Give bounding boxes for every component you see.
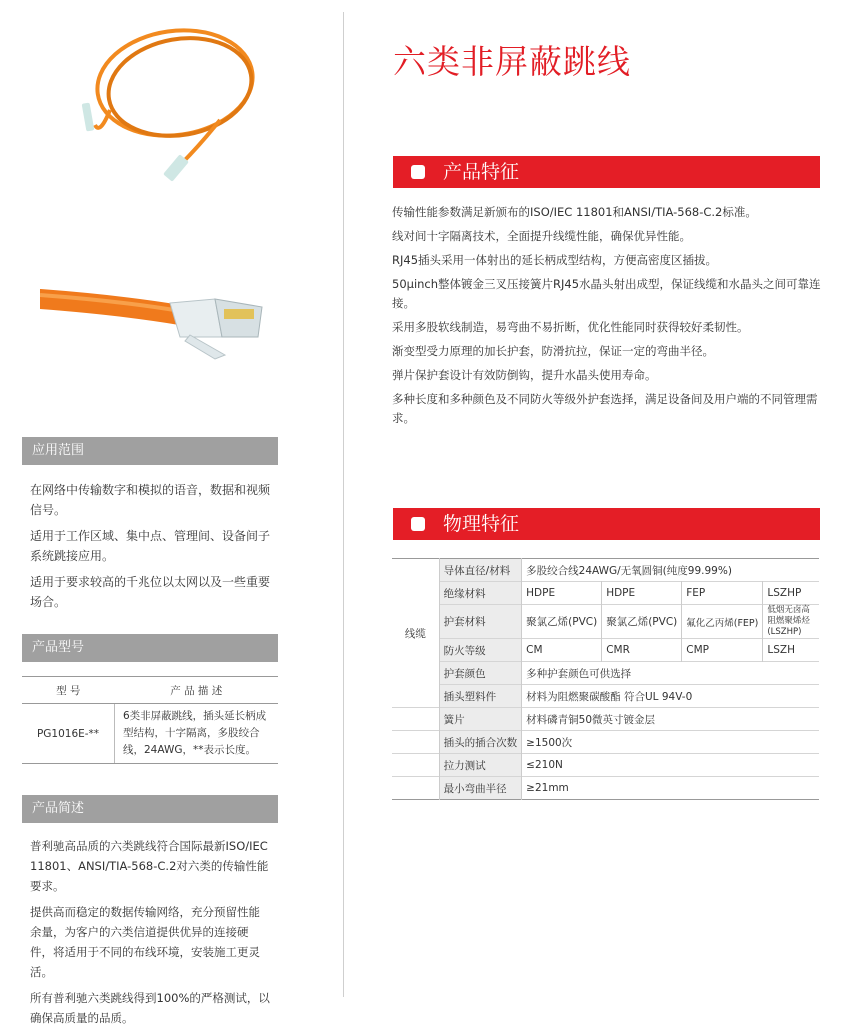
intro-list	[30, 836, 270, 1034]
spec-label: 护套材料	[439, 605, 522, 639]
spec-value: FEP	[682, 582, 763, 605]
feature-item: 传输性能参数满足新颁布的ISO/IEC 11801和ANSI/TIA-568-C.2标准。	[392, 205, 757, 219]
features-header-label: 产品特征	[443, 161, 520, 183]
column-divider	[343, 12, 344, 997]
spec-value: CMP	[682, 639, 763, 662]
spec-value: LSZHP	[763, 582, 819, 605]
feature-item: 弹片保护套设计有效防倒钩，提升水晶头使用寿命。	[392, 368, 657, 382]
intro-header: 产品简述	[22, 795, 278, 823]
application-header: 应用范围	[22, 437, 278, 465]
spec-label: 拉力测试	[439, 754, 522, 777]
application-list	[30, 480, 270, 618]
application-item: 适用于工作区域、集中点、管理间、设备间子系统跳接应用。	[30, 529, 271, 563]
feature-item: 线对间十字隔离技术，全面提升线缆性能，确保优异性能。	[392, 229, 691, 243]
spec-value: 多种护套颜色可供选择	[522, 662, 819, 685]
spec-group-label: 线缆	[404, 627, 426, 640]
feature-item: RJ45插头采用一体射出的延长柄成型结构，方便高密度区插拔。	[392, 253, 718, 267]
spec-value: LSZH	[763, 639, 819, 662]
spec-value: ≤210N	[522, 754, 819, 777]
model-col-desc: 产 品 描 述	[115, 677, 279, 704]
features-header	[393, 156, 820, 188]
spec-label: 绝缘材料	[439, 582, 522, 605]
model-code: PG1016E-**	[22, 704, 115, 764]
bullet-square-icon	[411, 165, 425, 179]
physical-header-label: 物理特征	[443, 513, 520, 535]
spec-value: 聚氯乙烯(PVC)	[522, 605, 602, 639]
spec-label: 插头塑料件	[439, 685, 522, 708]
spec-value: 多股绞合线24AWG/无氧圆铜(纯度99.99%)	[522, 559, 819, 582]
spec-value: 低烟无卤高阻燃聚烯烃(LSZHP)	[767, 605, 810, 637]
spec-value: 材料为阻燃聚碳酸酯 符合UL 94V-0	[522, 685, 819, 708]
spec-label: 导体直径/材料	[439, 559, 522, 582]
spec-label: 簧片	[439, 708, 522, 731]
model-header: 产品型号	[22, 634, 278, 662]
spec-value: CM	[522, 639, 602, 662]
spec-value: CMR	[602, 639, 682, 662]
feature-item: 50μinch整体镀金三叉压接簧片RJ45水晶头射出成型，保证线缆和水晶头之间可靠连接。	[392, 277, 821, 310]
model-col-code: 型 号	[22, 677, 115, 704]
model-table	[22, 676, 278, 764]
rj45-plug-image	[40, 285, 270, 365]
spec-value: 材料磷青铜50微英寸镀金层	[522, 708, 819, 731]
physical-header	[393, 508, 820, 540]
spec-value: ≥1500次	[522, 731, 819, 754]
physical-spec-table	[392, 558, 819, 800]
bullet-square-icon	[411, 517, 425, 531]
spec-value: HDPE	[522, 582, 602, 605]
page-title: 六类非屏蔽跳线	[393, 42, 631, 81]
spec-label: 插头的插合次数	[439, 731, 522, 754]
spec-value: ≥21mm	[522, 777, 819, 800]
intro-item: 提供高而稳定的数据传输网络，充分预留性能余量，为客户的六类信道提供优异的连接硬件，将适用于不同的布线环境，安装施工更灵活。	[30, 905, 260, 979]
intro-item: 普利驰高品质的六类跳线符合国际最新ISO/IEC 11801、ANSI/TIA-568-C.2对六类的传输性能要求。	[30, 839, 269, 893]
spec-label: 最小弯曲半径	[439, 777, 522, 800]
model-description: 6类非屏蔽跳线，插头延长柄成型结构，十字隔离，多股绞合线，24AWG，**表示长度。	[115, 704, 279, 764]
application-item: 适用于要求较高的千兆位以太网以及一些重要场合。	[30, 575, 271, 609]
spec-value: HDPE	[602, 582, 682, 605]
spec-label: 护套颜色	[439, 662, 522, 685]
application-item: 在网络中传输数字和模拟的语音，数据和视频信号。	[30, 483, 271, 517]
features-list	[392, 203, 824, 433]
feature-item: 采用多股软线制造，易弯曲不易折断，优化性能同时获得较好柔韧性。	[392, 320, 749, 334]
spec-value: 聚氯乙烯(PVC)	[602, 605, 682, 639]
intro-item: 所有普利驰六类跳线得到100%的严格测试，以确保高质量的品质。	[30, 991, 270, 1025]
spec-label: 防火等级	[439, 639, 522, 662]
cable-coil-image	[70, 15, 270, 190]
spec-value: 氟化乙丙烯(FEP)	[682, 605, 763, 639]
feature-item: 渐变型受力原理的加长护套，防滑抗拉，保证一定的弯曲半径。	[392, 344, 714, 358]
feature-item: 多种长度和多种颜色及不同防火等级外护套选择，满足设备间及用户端的不同管理需求。	[392, 392, 818, 425]
